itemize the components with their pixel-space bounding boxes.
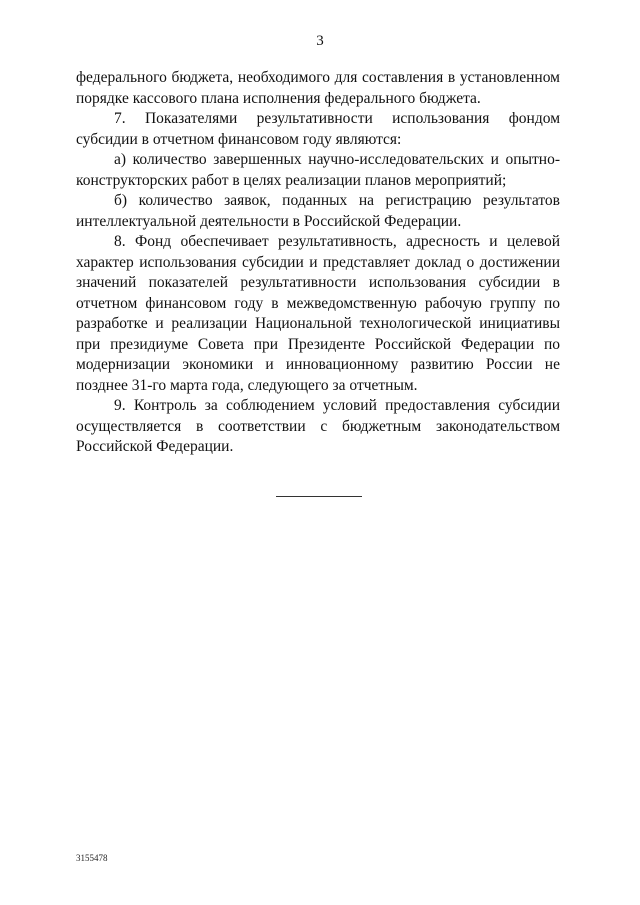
paragraph-item-9: 9. Контроль за соблюдением условий предоставления субсидии осуществляется в соответствии с бюджетным законодательством Российской Федерации. <box>76 397 560 455</box>
paragraph-item-7: 7. Показателями результативности использования фондом субсидии в отчетном финансовом году являются: <box>76 110 560 148</box>
paragraph-item-7b: б) количество заявок, поданных на регистрацию результатов интеллектуальной деятельности в Российской Федерации. <box>76 192 560 230</box>
end-separator-line <box>276 496 362 497</box>
paragraph-item-8: 8. Фонд обеспечивает результативность, адресность и целевой характер использования субсидии и представляет доклад о достижении значений показателей результативности использования субсидии в отчетном финансовом году в межведомственную рабочую группу по разработке и реализации Национальной технологической инициативы при президиуме Совета при Президенте Российской Федерации по модернизации экономики и инновационному развитию России не позднее 31-го марта года, следующего за отчетным. <box>76 233 560 394</box>
document-body <box>76 68 560 458</box>
paragraph-continuation: федерального бюджета, необходимого для составления в установленном порядке кассового плана исполнения федерального бюджета. <box>76 69 560 107</box>
page-number: 3 <box>316 33 324 49</box>
document-code: 3155478 <box>76 853 108 863</box>
paragraph-item-7a: а) количество завершенных научно-исследовательских и опытно-конструкторских работ в целях реализации планов мероприятий; <box>76 151 560 189</box>
